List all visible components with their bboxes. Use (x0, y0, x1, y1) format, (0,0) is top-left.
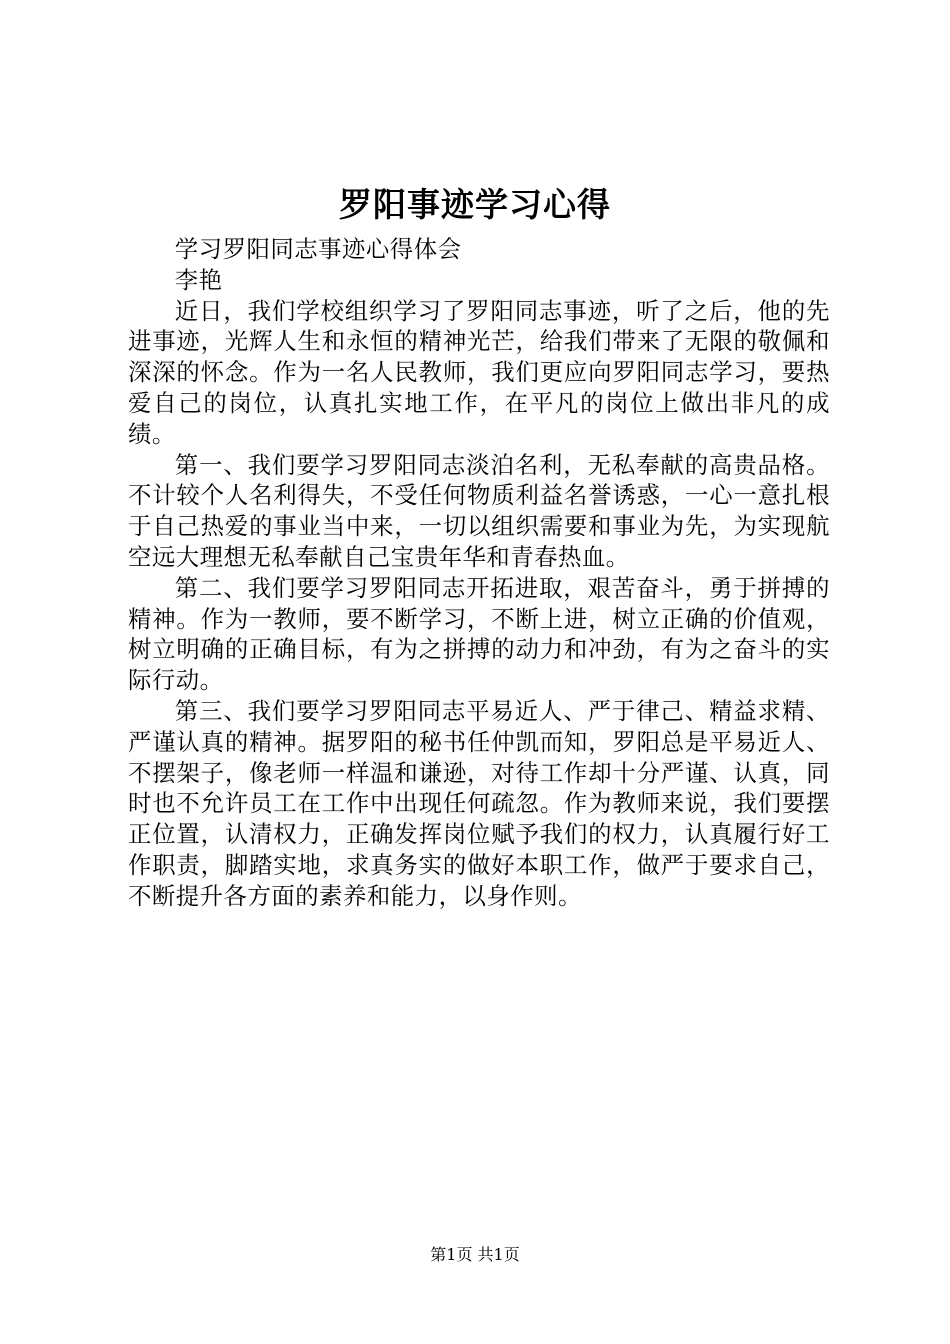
body-paragraph-second: 第二、我们要学习罗阳同志开拓进取，艰苦奋斗，勇于拼搏的精神。作为一教师，要不断学习，不断上进，树立正确的价值观，树立明确的正确目标，有为之拼搏的动力和冲劲，有为之奋斗的实际行动。 (128, 573, 830, 695)
author-paragraph: 李艳 (174, 265, 223, 294)
document-title: 罗阳事迹学习心得 (339, 185, 611, 224)
subtitle-paragraph: 学习罗阳同志事迹心得体会 (174, 235, 462, 263)
page-number-footer: 第1页 共1页 (430, 1245, 520, 1264)
body-paragraph-third: 第三、我们要学习罗阳同志平易近人、严于律己、精益求精、严谨认真的精神。据罗阳的秘书任仲凯而知，罗阳总是平易近人、不摆架子，像老师一样温和谦逊，对待工作却十分严谨、认真，同时也不允许员工在工作中出现任何疏忽。作为教师来说，我们要摆正位置，认清权力，正确发挥岗位赋予我们的权力，认真履行好工作职责，脚踏实地，求真务实的做好本职工作，做严于要求自己，不断提升各方面的素养和能力，以身作则。 (128, 696, 830, 910)
body-paragraph-intro: 近日，我们学校组织学习了罗阳同志事迹，听了之后，他的先进事迹，光辉人生和永恒的精神光芒，给我们带来了无限的敬佩和深深的怀念。作为一名人民教师，我们更应向罗阳同志学习，要热爱自己的岗位，认真扎实地工作，在平凡的岗位上做出非凡的成绩。 (128, 296, 830, 448)
document-body (128, 234, 830, 912)
body-paragraph-first: 第一、我们要学习罗阳同志淡泊名利，无私奉献的高贵品格。不计较个人名利得失，不受任何物质利益名誉诱惑，一心一意扎根于自己热爱的事业当中来，一切以组织需要和事业为先，为实现航空远大理想无私奉献自己宝贵年华和青春热血。 (128, 450, 830, 571)
